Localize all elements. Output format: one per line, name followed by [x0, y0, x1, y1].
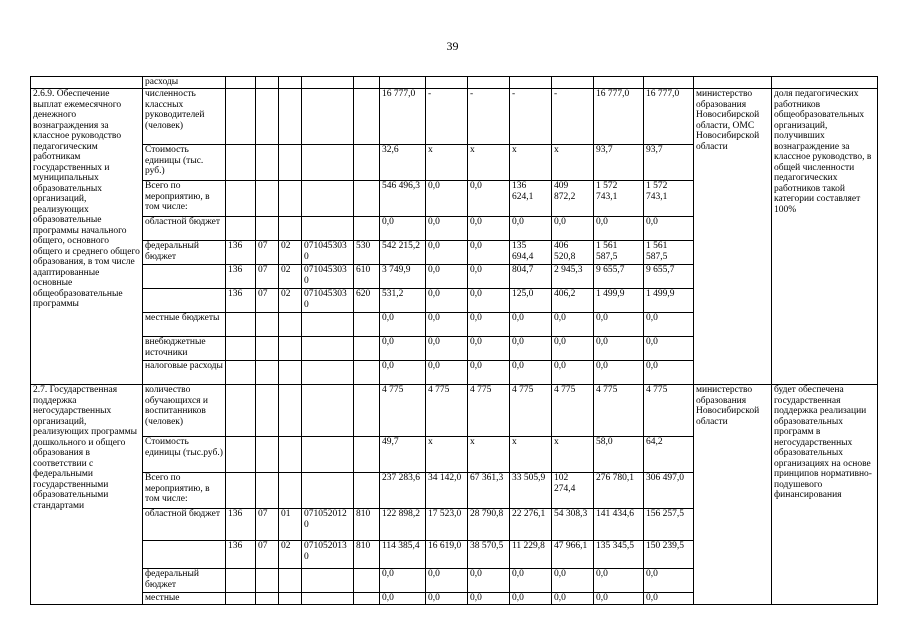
target-article-cell: [302, 385, 354, 437]
subsection-cell: [279, 145, 302, 181]
target-article-cell: [302, 89, 354, 145]
section-cell: [256, 593, 279, 605]
target-article-cell: [302, 593, 354, 605]
target-article-cell: [302, 337, 354, 361]
expense-type-cell: 810: [354, 509, 380, 541]
value-2026-cell: 9 655,7: [644, 265, 694, 289]
grbs-cell: 136: [226, 265, 256, 289]
expense-type-cell: [354, 181, 380, 217]
indicator-cell: налоговые расходы: [143, 361, 226, 385]
value-2022-cell: 0,0: [468, 265, 510, 289]
section-cell: [256, 473, 279, 509]
value-2020-cell: 0,0: [380, 337, 426, 361]
value-2024-cell: 406,2: [552, 289, 594, 313]
target-article-cell: 0710520120: [302, 509, 354, 541]
value-2025-cell: 0,0: [594, 361, 644, 385]
value-2021-cell: 0,0: [426, 569, 468, 593]
value-2023-cell: х: [510, 437, 552, 473]
section-cell: [256, 337, 279, 361]
grbs-cell: [226, 361, 256, 385]
expense-type-cell: 620: [354, 289, 380, 313]
value-2020-cell: 237 283,6: [380, 473, 426, 509]
section-cell: [256, 569, 279, 593]
value-2023-cell: 125,0: [510, 289, 552, 313]
grbs-cell: [226, 145, 256, 181]
measure-cell: [31, 77, 143, 89]
subsection-cell: [279, 385, 302, 437]
value-2021-cell: 0,0: [426, 289, 468, 313]
value-2026-cell: 0,0: [644, 593, 694, 605]
value-2025-cell: 0,0: [594, 593, 644, 605]
indicator-cell: Стоимость единицы (тыс.руб.): [143, 437, 226, 473]
section-cell: [256, 361, 279, 385]
value-2024-cell: 54 308,3: [552, 509, 594, 541]
table-row: [31, 385, 878, 437]
value-2021-cell: х: [426, 437, 468, 473]
value-2026-cell: 0,0: [644, 217, 694, 241]
expense-type-cell: [354, 569, 380, 593]
value-2021-cell: 4 775: [426, 385, 468, 437]
section-cell: [256, 217, 279, 241]
value-2024-cell: 409 872,2: [552, 181, 594, 217]
executor-cell: министерство образования Новосибирской области: [694, 385, 772, 605]
value-2024-cell: 4 775: [552, 385, 594, 437]
value-2025-cell: 1 561 587,5: [594, 241, 644, 265]
value-2026-cell: 0,0: [644, 337, 694, 361]
grbs-cell: [226, 337, 256, 361]
expense-type-cell: [354, 145, 380, 181]
subsection-cell: 01: [279, 509, 302, 541]
target-article-cell: [302, 313, 354, 337]
value-2025-cell: 16 777,0: [594, 89, 644, 145]
value-2023-cell: 22 276,1: [510, 509, 552, 541]
indicator-cell: Стоимость единицы (тыс. руб.): [143, 145, 226, 181]
value-2024-cell: 0,0: [552, 337, 594, 361]
value-2022-cell: 38 570,5: [468, 541, 510, 569]
value-2020-cell: 0,0: [380, 569, 426, 593]
value-2023-cell: 0,0: [510, 361, 552, 385]
expense-type-cell: 610: [354, 265, 380, 289]
grbs-cell: [226, 473, 256, 509]
value-2024-cell: х: [552, 437, 594, 473]
grbs-cell: [226, 313, 256, 337]
program-measures-table: [30, 76, 878, 605]
indicator-cell: областной бюджет: [143, 509, 226, 541]
value-2025-cell: 93,7: [594, 145, 644, 181]
subsection-cell: [279, 437, 302, 473]
value-2022-cell: 0,0: [468, 593, 510, 605]
target-article-cell: 0710453030: [302, 289, 354, 313]
grbs-cell: [226, 437, 256, 473]
grbs-cell: 136: [226, 289, 256, 313]
value-2022-cell: х: [468, 145, 510, 181]
value-2023-cell: 0,0: [510, 569, 552, 593]
expense-type-cell: [354, 473, 380, 509]
subsection-cell: 02: [279, 241, 302, 265]
value-2021-cell: 17 523,0: [426, 509, 468, 541]
value-2022-cell: 0,0: [468, 241, 510, 265]
page-number: 39: [446, 39, 459, 53]
target-article-cell: 0710453030: [302, 265, 354, 289]
grbs-cell: [226, 217, 256, 241]
empty-cell: [354, 77, 380, 89]
value-2022-cell: 0,0: [468, 289, 510, 313]
expense-type-cell: [354, 361, 380, 385]
subsection-cell: [279, 337, 302, 361]
value-2023-cell: -: [510, 89, 552, 145]
value-2022-cell: х: [468, 437, 510, 473]
section-cell: 07: [256, 265, 279, 289]
value-2024-cell: 406 520,8: [552, 241, 594, 265]
value-2025-cell: 0,0: [594, 337, 644, 361]
indicator-cell: [143, 265, 226, 289]
value-2020-cell: 0,0: [380, 313, 426, 337]
measure-name-cell: 2.7. Государственная поддержка негосударственных организаций, реализующих программы дошкольного и общего образования в соответствии с федеральными государственными образовательными стандартами: [31, 385, 143, 605]
empty-cell: [256, 77, 279, 89]
value-2025-cell: 58,0: [594, 437, 644, 473]
value-2025-cell: 141 434,6: [594, 509, 644, 541]
indicator-cell: местные: [143, 593, 226, 605]
value-2023-cell: 136 624,1: [510, 181, 552, 217]
section-cell: [256, 181, 279, 217]
value-2020-cell: 114 385,4: [380, 541, 426, 569]
grbs-cell: [226, 593, 256, 605]
value-2024-cell: 0,0: [552, 593, 594, 605]
measure-name-cell: 2.6.9. Обеспечение выплат ежемесячного денежного вознаграждения за классное руководство педагогическим работникам государственных и муниципальных образовательных организаций, реализующих образовательные программы начального общего, основного общего и среднего общего образования, в том числе адаптированные основные общеобразовательные программы: [31, 89, 143, 385]
value-2021-cell: 0,0: [426, 593, 468, 605]
value-2024-cell: 47 966,1: [552, 541, 594, 569]
value-2024-cell: 102 274,4: [552, 473, 594, 509]
indicator-cell: внебюджетные источники: [143, 337, 226, 361]
subsection-cell: [279, 593, 302, 605]
empty-cell: [594, 77, 644, 89]
value-2024-cell: 0,0: [552, 217, 594, 241]
value-2020-cell: 0,0: [380, 593, 426, 605]
value-2020-cell: 546 496,3: [380, 181, 426, 217]
value-2026-cell: 64,2: [644, 437, 694, 473]
section-cell: 07: [256, 509, 279, 541]
value-2021-cell: х: [426, 145, 468, 181]
empty-cell: [644, 77, 694, 89]
indicator-cell: федеральный бюджет: [143, 241, 226, 265]
value-2026-cell: 93,7: [644, 145, 694, 181]
value-2023-cell: 0,0: [510, 593, 552, 605]
value-2020-cell: 122 898,2: [380, 509, 426, 541]
value-2026-cell: 150 239,5: [644, 541, 694, 569]
value-2025-cell: 4 775: [594, 385, 644, 437]
value-2021-cell: 0,0: [426, 241, 468, 265]
value-2024-cell: 0,0: [552, 313, 594, 337]
grbs-cell: [226, 89, 256, 145]
value-2022-cell: 0,0: [468, 337, 510, 361]
indicator-cell: Всего по мероприятию, в том числе:: [143, 181, 226, 217]
value-2020-cell: 4 775: [380, 385, 426, 437]
empty-cell: [772, 77, 878, 89]
value-2026-cell: 156 257,5: [644, 509, 694, 541]
indicator-cell: расходы: [143, 77, 226, 89]
value-2023-cell: 804,7: [510, 265, 552, 289]
value-2020-cell: 531,2: [380, 289, 426, 313]
value-2023-cell: 0,0: [510, 217, 552, 241]
table-row: [31, 89, 878, 145]
indicator-cell: местные бюджеты: [143, 313, 226, 337]
value-2023-cell: х: [510, 145, 552, 181]
value-2026-cell: 1 572 743,1: [644, 181, 694, 217]
value-2022-cell: 0,0: [468, 181, 510, 217]
section-cell: [256, 145, 279, 181]
section-cell: [256, 313, 279, 337]
value-2021-cell: 0,0: [426, 217, 468, 241]
empty-cell: [510, 77, 552, 89]
section-cell: [256, 385, 279, 437]
value-2020-cell: 49,7: [380, 437, 426, 473]
empty-cell: [426, 77, 468, 89]
value-2026-cell: 4 775: [644, 385, 694, 437]
subsection-cell: [279, 569, 302, 593]
empty-cell: [694, 77, 772, 89]
value-2020-cell: 0,0: [380, 361, 426, 385]
target-article-cell: [302, 437, 354, 473]
value-2023-cell: 33 505,9: [510, 473, 552, 509]
value-2024-cell: 2 945,3: [552, 265, 594, 289]
empty-cell: [302, 77, 354, 89]
expense-type-cell: [354, 385, 380, 437]
subsection-cell: [279, 181, 302, 217]
section-cell: [256, 437, 279, 473]
value-2021-cell: 0,0: [426, 265, 468, 289]
empty-cell: [279, 77, 302, 89]
value-2022-cell: 0,0: [468, 313, 510, 337]
expense-type-cell: 530: [354, 241, 380, 265]
target-article-cell: [302, 473, 354, 509]
value-2024-cell: -: [552, 89, 594, 145]
value-2022-cell: 67 361,3: [468, 473, 510, 509]
value-2024-cell: х: [552, 145, 594, 181]
value-2021-cell: 0,0: [426, 337, 468, 361]
value-2026-cell: 0,0: [644, 313, 694, 337]
expense-type-cell: [354, 437, 380, 473]
value-2025-cell: 9 655,7: [594, 265, 644, 289]
value-2023-cell: 11 229,8: [510, 541, 552, 569]
value-2026-cell: 1 499,9: [644, 289, 694, 313]
value-2022-cell: 0,0: [468, 569, 510, 593]
value-2025-cell: 0,0: [594, 569, 644, 593]
target-article-cell: [302, 145, 354, 181]
indicator-cell: Всего по мероприятию, в том числе:: [143, 473, 226, 509]
indicator-cell: численность классных руководителей (человек): [143, 89, 226, 145]
expense-type-cell: 810: [354, 541, 380, 569]
target-article-cell: 0710520130: [302, 541, 354, 569]
value-2026-cell: 16 777,0: [644, 89, 694, 145]
expense-type-cell: [354, 593, 380, 605]
indicator-cell: федеральный бюджет: [143, 569, 226, 593]
value-2022-cell: 0,0: [468, 361, 510, 385]
value-2026-cell: 0,0: [644, 569, 694, 593]
empty-cell: [226, 77, 256, 89]
indicator-cell: количество обучающихся и воспитанников (человек): [143, 385, 226, 437]
executor-cell: министерство образования Новосибирской области, ОМС Новосибирской области: [694, 89, 772, 385]
value-2022-cell: 4 775: [468, 385, 510, 437]
value-2021-cell: 0,0: [426, 181, 468, 217]
value-2023-cell: 0,0: [510, 313, 552, 337]
target-article-cell: [302, 569, 354, 593]
table-body: [31, 77, 878, 605]
section-cell: 07: [256, 289, 279, 313]
expected-result-cell: доля педагогических работников общеобразовательных организаций, получивших вознаграждение за классное руководство, в общей численности педагогических работников такой категории составляет 100%: [772, 89, 878, 385]
expense-type-cell: [354, 217, 380, 241]
value-2025-cell: 0,0: [594, 313, 644, 337]
target-article-cell: [302, 181, 354, 217]
expense-type-cell: [354, 337, 380, 361]
value-2021-cell: 0,0: [426, 313, 468, 337]
value-2022-cell: -: [468, 89, 510, 145]
value-2026-cell: 306 497,0: [644, 473, 694, 509]
value-2022-cell: 0,0: [468, 217, 510, 241]
target-article-cell: [302, 217, 354, 241]
grbs-cell: 136: [226, 509, 256, 541]
section-cell: 07: [256, 241, 279, 265]
table-row: [31, 77, 878, 89]
value-2025-cell: 1 572 743,1: [594, 181, 644, 217]
target-article-cell: 0710453030: [302, 241, 354, 265]
value-2023-cell: 135 694,4: [510, 241, 552, 265]
value-2021-cell: 0,0: [426, 361, 468, 385]
value-2020-cell: 542 215,2: [380, 241, 426, 265]
value-2022-cell: 28 790,8: [468, 509, 510, 541]
value-2025-cell: 135 345,5: [594, 541, 644, 569]
grbs-cell: [226, 181, 256, 217]
value-2026-cell: 1 561 587,5: [644, 241, 694, 265]
value-2021-cell: 16 619,0: [426, 541, 468, 569]
subsection-cell: [279, 217, 302, 241]
value-2025-cell: 0,0: [594, 217, 644, 241]
value-2023-cell: 4 775: [510, 385, 552, 437]
expected-result-cell: будет обеспечена государственная поддержка реализации образовательных программ в негосударственных образовательных организациях на основе принципов нормативно-подушевого финансирования: [772, 385, 878, 605]
value-2021-cell: -: [426, 89, 468, 145]
subsection-cell: 02: [279, 265, 302, 289]
value-2020-cell: 3 749,9: [380, 265, 426, 289]
grbs-cell: [226, 385, 256, 437]
indicator-cell: областной бюджет: [143, 217, 226, 241]
indicator-cell: [143, 289, 226, 313]
grbs-cell: 136: [226, 241, 256, 265]
subsection-cell: 02: [279, 541, 302, 569]
section-cell: 07: [256, 541, 279, 569]
subsection-cell: 02: [279, 289, 302, 313]
value-2025-cell: 276 780,1: [594, 473, 644, 509]
subsection-cell: [279, 313, 302, 337]
value-2021-cell: 34 142,0: [426, 473, 468, 509]
subsection-cell: [279, 361, 302, 385]
value-2020-cell: 16 777,0: [380, 89, 426, 145]
subsection-cell: [279, 89, 302, 145]
value-2023-cell: 0,0: [510, 337, 552, 361]
empty-cell: [380, 77, 426, 89]
section-cell: [256, 89, 279, 145]
value-2025-cell: 1 499,9: [594, 289, 644, 313]
value-2024-cell: 0,0: [552, 361, 594, 385]
grbs-cell: [226, 569, 256, 593]
value-2026-cell: 0,0: [644, 361, 694, 385]
value-2020-cell: 32,6: [380, 145, 426, 181]
grbs-cell: 136: [226, 541, 256, 569]
expense-type-cell: [354, 313, 380, 337]
empty-cell: [552, 77, 594, 89]
expense-type-cell: [354, 89, 380, 145]
value-2020-cell: 0,0: [380, 217, 426, 241]
value-2024-cell: 0,0: [552, 569, 594, 593]
indicator-cell: [143, 541, 226, 569]
target-article-cell: [302, 361, 354, 385]
subsection-cell: [279, 473, 302, 509]
empty-cell: [468, 77, 510, 89]
